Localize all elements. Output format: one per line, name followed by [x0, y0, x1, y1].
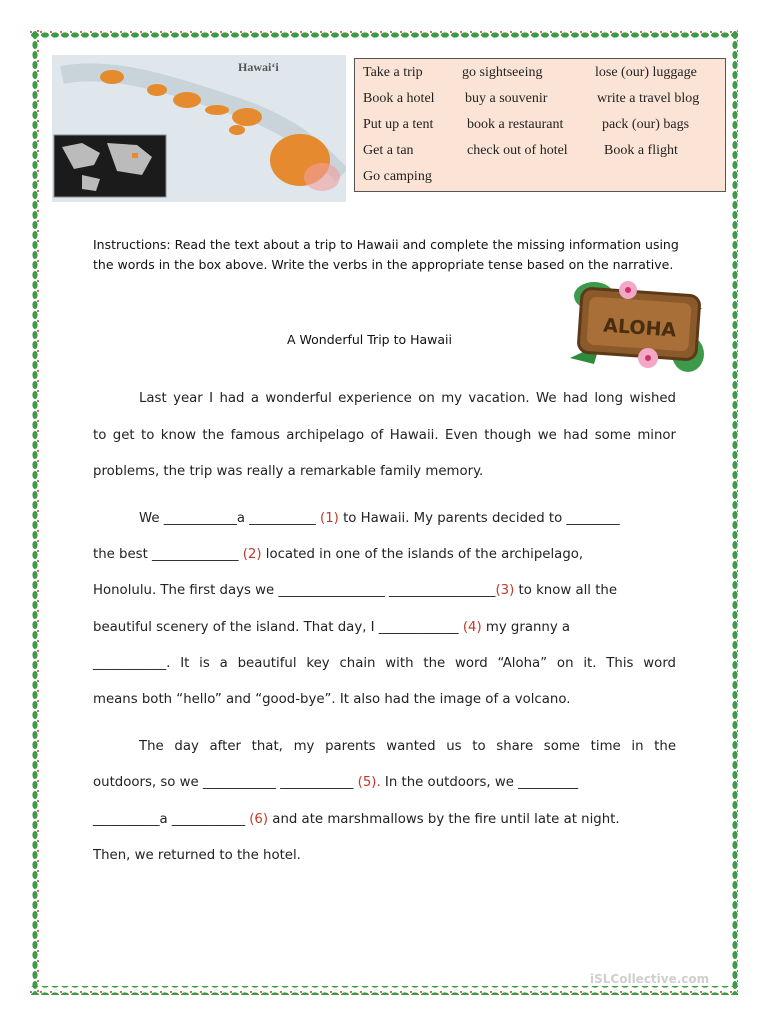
text-line: We ___________a __________ (1) to Hawaii. My parents decided to ________: [139, 511, 620, 526]
map-title: Hawai‘i: [238, 60, 279, 74]
text-line: to get to know the famous archipelago of Hawaii. Even though we had some minor: [93, 428, 676, 443]
vocab-item: buy a souvenir: [465, 91, 548, 106]
text-line: __________a ___________ (6) and ate marshmallows by the fire until late at night.: [93, 812, 620, 827]
aloha-sign-illustration: [566, 268, 706, 380]
text-line: the best _____________ (2) located in one of the islands of the archipelago,: [93, 547, 584, 562]
text-line: outdoors, so we ___________ ___________ (5). In the outdoors, we _________: [93, 775, 579, 790]
vocab-item: Take a trip: [363, 65, 423, 80]
story-title: A Wonderful Trip to Hawaii: [287, 332, 452, 347]
text-line: ___________. It is a beautiful key chain with the word “Aloha” on it. This word: [93, 656, 676, 671]
blank-number: (6): [249, 812, 269, 827]
map-illustration: [52, 55, 346, 202]
instructions: Instructions: Read the text about a trip to Hawaii and complete the missing information using the words in the box above. Write the verbs in the appropriate tense based on the narrative.: [93, 237, 679, 272]
vocab-item: write a travel blog: [597, 91, 700, 106]
hawaii-map: [52, 55, 346, 202]
blank-number: (3): [495, 583, 515, 598]
vocab-item: go sightseeing: [462, 65, 543, 80]
vocab-item: Book a flight: [604, 143, 678, 158]
vocab-item: book a restaurant: [467, 117, 564, 132]
vocab-item: Get a tan: [363, 143, 414, 158]
vocab-item: check out of hotel: [467, 143, 568, 158]
text-line: problems, the trip was really a remarkable family memory.: [93, 464, 484, 479]
aloha-sign-text: ALOHA: [602, 314, 677, 342]
text-line: means both “hello” and “good-bye”. It also had the image of a volcano.: [93, 692, 571, 707]
vocab-item: Put up a tent: [363, 117, 434, 132]
vocabulary-box: [354, 58, 726, 192]
text-line: Honolulu. The first days we ________________ ________________(3) to know all the: [93, 583, 618, 598]
blank-number: (1): [320, 511, 339, 526]
vocab-item: lose (our) luggage: [595, 65, 697, 80]
text-line: Then, we returned to the hotel.: [93, 848, 301, 863]
text-line: The day after that, my parents wanted us to share some time in the: [139, 739, 676, 754]
blank-number: (5).: [357, 775, 381, 790]
blank-number: (2): [242, 547, 262, 562]
text-line: beautiful scenery of the island. That day, I ____________ (4) my granny a: [93, 620, 571, 635]
vocab-item: Book a hotel: [363, 91, 435, 106]
blank-number: (4): [462, 620, 482, 635]
vocab-item: Go camping: [363, 169, 432, 184]
watermark: iSLCollective.com: [590, 972, 710, 986]
text-line: Last year I had a wonderful experience on my vacation. We had long wished: [139, 391, 676, 406]
vocab-item: pack (our) bags: [602, 117, 690, 132]
